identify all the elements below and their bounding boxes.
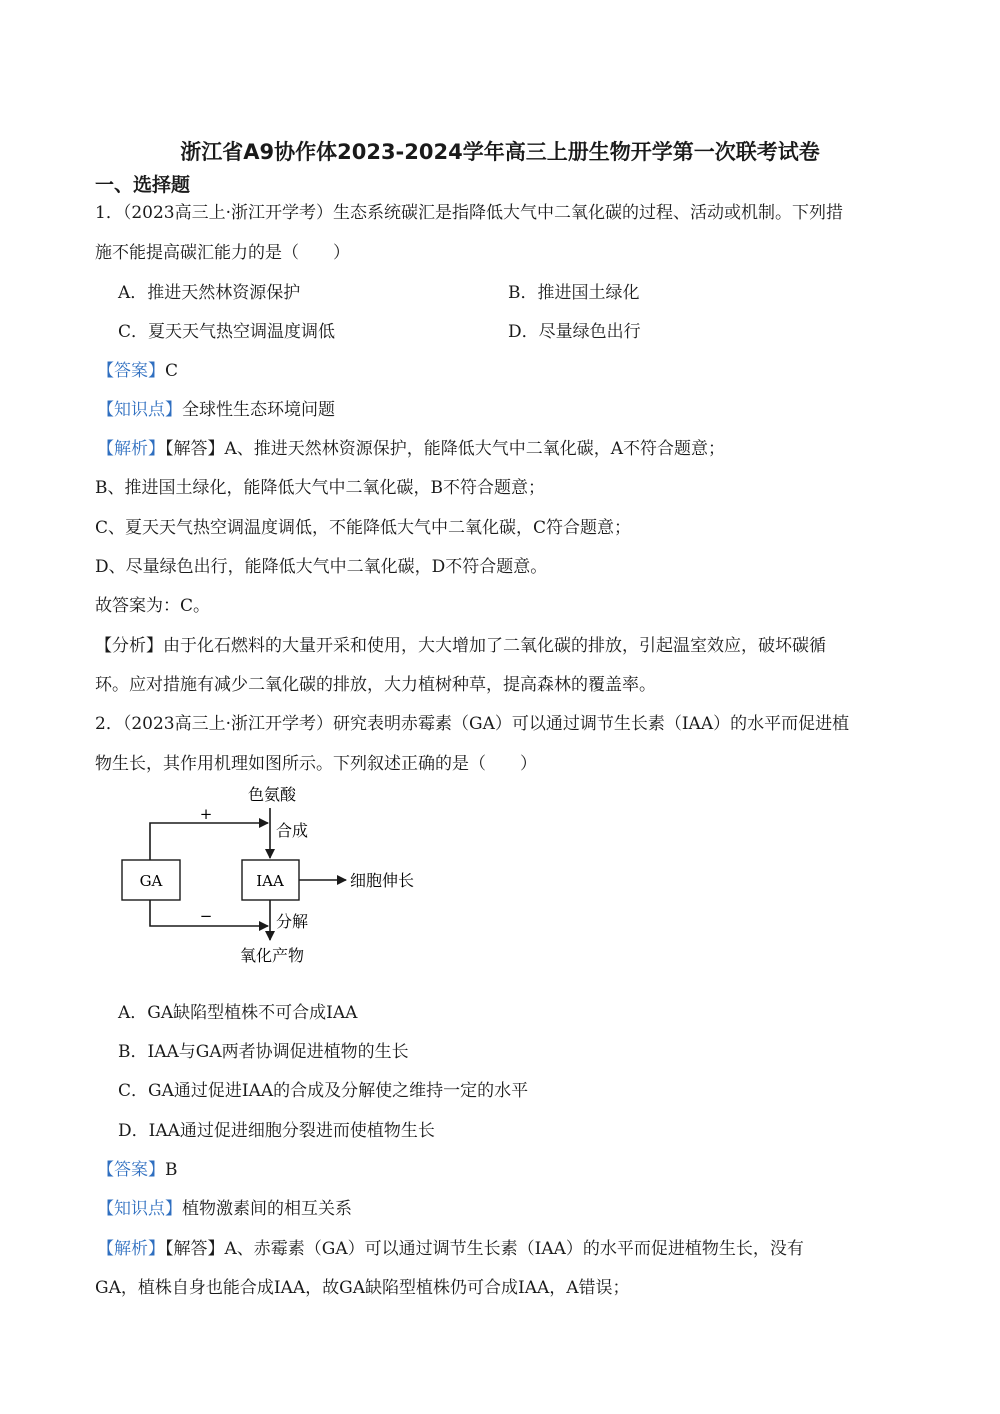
q1-answer-value: C bbox=[165, 361, 179, 381]
answer-tag: 【答案】 bbox=[97, 361, 165, 381]
answer-tag: 【答案】 bbox=[97, 1160, 165, 1180]
page-title: 浙江省A9协作体2023-2024学年高三上册生物开学第一次联考试卷 bbox=[180, 140, 820, 164]
q2-option-b: B．IAA与GA两者协调促进植物的生长 bbox=[118, 1042, 409, 1062]
q1-analysis-line-4: D、尽量绿色出行，能降低大气中二氧化碳，D不符合题意。 bbox=[95, 557, 548, 577]
q2-answer-row bbox=[97, 1158, 178, 1182]
q1-analysis-line-3: C、夏天天气热空调温度调低，不能降低大气中二氧化碳，C符合题意； bbox=[95, 518, 632, 538]
q2-option-d: D．IAA通过促进细胞分裂进而使植物生长 bbox=[118, 1121, 435, 1141]
q2-mechanism-diagram bbox=[100, 780, 440, 970]
q2-option-c: C．GA通过促进IAA的合成及分解使之维持一定的水平 bbox=[118, 1081, 529, 1101]
q1-option-a: A．推进天然林资源保护 bbox=[118, 283, 301, 303]
q1-option-b: B．推进国土绿化 bbox=[508, 283, 640, 303]
q2-stem-line-2: 物生长，其作用机理如图所示。下列叙述正确的是（ ） bbox=[95, 754, 537, 774]
q1-stem-line-2: 施不能提高碳汇能力的是（ ） bbox=[95, 243, 350, 263]
q2-answer-value: B bbox=[165, 1160, 178, 1180]
knowledge-tag: 【知识点】 bbox=[97, 400, 182, 420]
q1-summary-line-1: 【分析】由于化石燃料的大量开采和使用，大大增加了二氧化碳的排放，引起温室效应，破坏碳循 bbox=[95, 636, 826, 656]
q2-stem-line-1: 2．（2023高三上·浙江开学考）研究表明赤霉素（GA）可以通过调节生长素（IAA）的水平而促进植 bbox=[95, 714, 850, 734]
q2-analysis-line-1: 【解答】A、赤霉素（GA）可以通过调节生长素（IAA）的水平而促进植物生长，没有 bbox=[165, 1239, 804, 1259]
q1-answer-row bbox=[97, 359, 178, 383]
knowledge-tag: 【知识点】 bbox=[97, 1199, 182, 1219]
q1-analysis-row bbox=[97, 437, 725, 461]
diagram-iaa-label: IAA bbox=[256, 872, 284, 890]
q2-option-a: A．GA缺陷型植株不可合成IAA bbox=[118, 1003, 358, 1023]
q1-analysis-line-1: 【解答】A、推进天然林资源保护，能降低大气中二氧化碳，A不符合题意； bbox=[165, 439, 726, 459]
diagram-minus-sign: − bbox=[199, 907, 213, 925]
diagram-promote-arrow bbox=[150, 823, 268, 860]
q1-conclusion: 故答案为：C。 bbox=[95, 596, 211, 616]
q1-knowledge-value: 全球性生态环境问题 bbox=[182, 400, 335, 420]
diagram-elongation-label: 细胞伸长 bbox=[350, 871, 415, 890]
q2-knowledge-value: 植物激素间的相互关系 bbox=[182, 1199, 352, 1219]
diagram-decompose-label: 分解 bbox=[276, 912, 309, 931]
q1-analysis-line-2: B、推进国土绿化，能降低大气中二氧化碳，B不符合题意； bbox=[95, 478, 545, 498]
diagram-tryptophan-label: 色氨酸 bbox=[247, 785, 297, 804]
diagram-oxidation-label: 氧化产物 bbox=[239, 946, 305, 965]
diagram-plus-sign: + bbox=[199, 805, 213, 823]
q2-analysis-line-2: GA，植株自身也能合成IAA，故GA缺陷型植株仍可合成IAA，A错误； bbox=[95, 1278, 630, 1298]
diagram-ga-label: GA bbox=[139, 872, 163, 890]
q1-stem-line-1: 1．（2023高三上·浙江开学考）生态系统碳汇是指降低大气中二氧化碳的过程、活动或机制。下列措 bbox=[95, 203, 843, 223]
analysis-tag: 【解析】 bbox=[97, 439, 165, 459]
q2-knowledge-row bbox=[97, 1197, 352, 1221]
q1-summary-line-2: 环。应对措施有减少二氧化碳的排放，大力植树种草，提高森林的覆盖率。 bbox=[95, 675, 656, 695]
section-heading: 一、选择题 bbox=[95, 174, 191, 196]
q2-analysis-row bbox=[97, 1237, 804, 1261]
diagram-synthesis-label: 合成 bbox=[276, 821, 309, 840]
q1-option-d: D．尽量绿色出行 bbox=[508, 322, 641, 342]
q1-option-c: C．夏天天气热空调温度调低 bbox=[118, 322, 336, 342]
q1-knowledge-row bbox=[97, 398, 335, 422]
analysis-tag: 【解析】 bbox=[97, 1239, 165, 1259]
